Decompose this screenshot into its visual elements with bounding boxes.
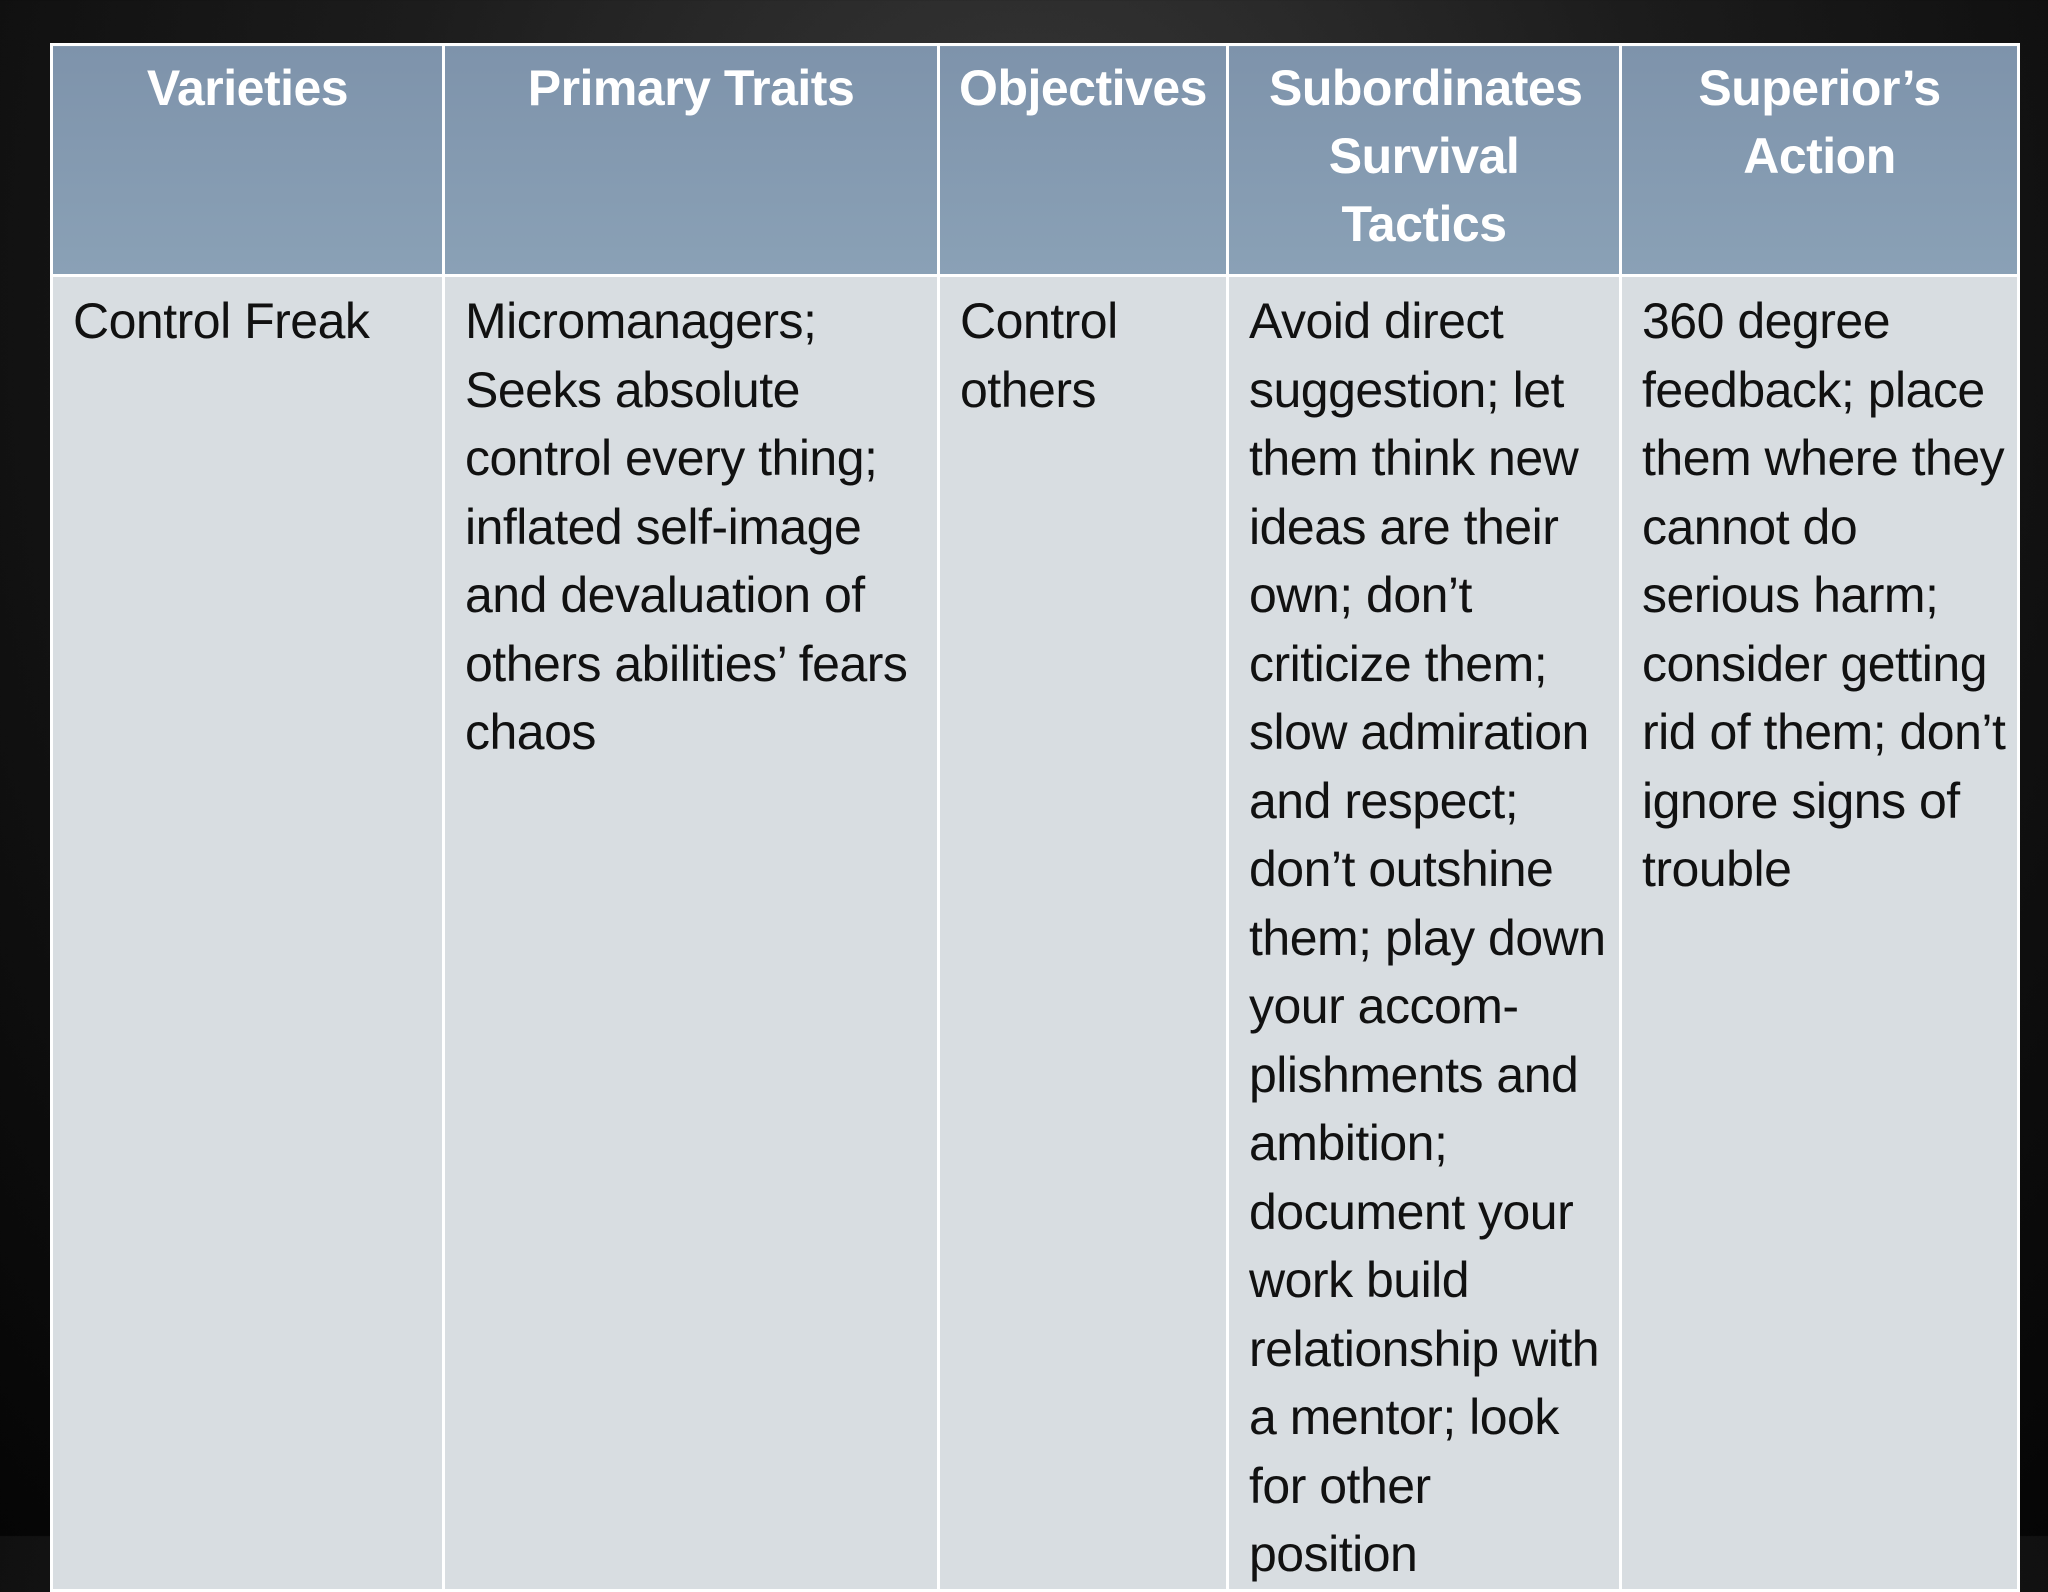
slide [50,43,2017,1582]
cell-superiors-action: 360 degree feedback; place them where they cannot do serious harm; consider getting rid of them; don’t ignore signs of trouble [1621,276,2019,1591]
cell-objectives: Control others [939,276,1228,1591]
cell-variety: Control Freak [52,276,444,1591]
header-superiors-action: Superior’s Action [1621,45,2019,276]
bosses-table [50,43,2020,1592]
cell-survival-tactics: Avoid direct suggestion; let them think new ideas are their own; don’t criticize them; slow admiration and respect; don’t outshine them; play down your accom-plishments and ambition; document your work build relationship with a mentor; look for other position [1228,276,1621,1591]
header-survival-tactics: Subordinates Survival Tactics [1228,45,1621,276]
cell-primary-traits: Micromanagers; Seeks absolute control every thing; inflated self-image and devaluation of others abilities’ fears chaos [444,276,939,1591]
header-primary-traits: Primary Traits [444,45,939,276]
table-row [52,276,2019,1591]
header-objectives: Objectives [939,45,1228,276]
table-header-row [52,45,2019,276]
header-varieties: Varieties [52,45,444,276]
